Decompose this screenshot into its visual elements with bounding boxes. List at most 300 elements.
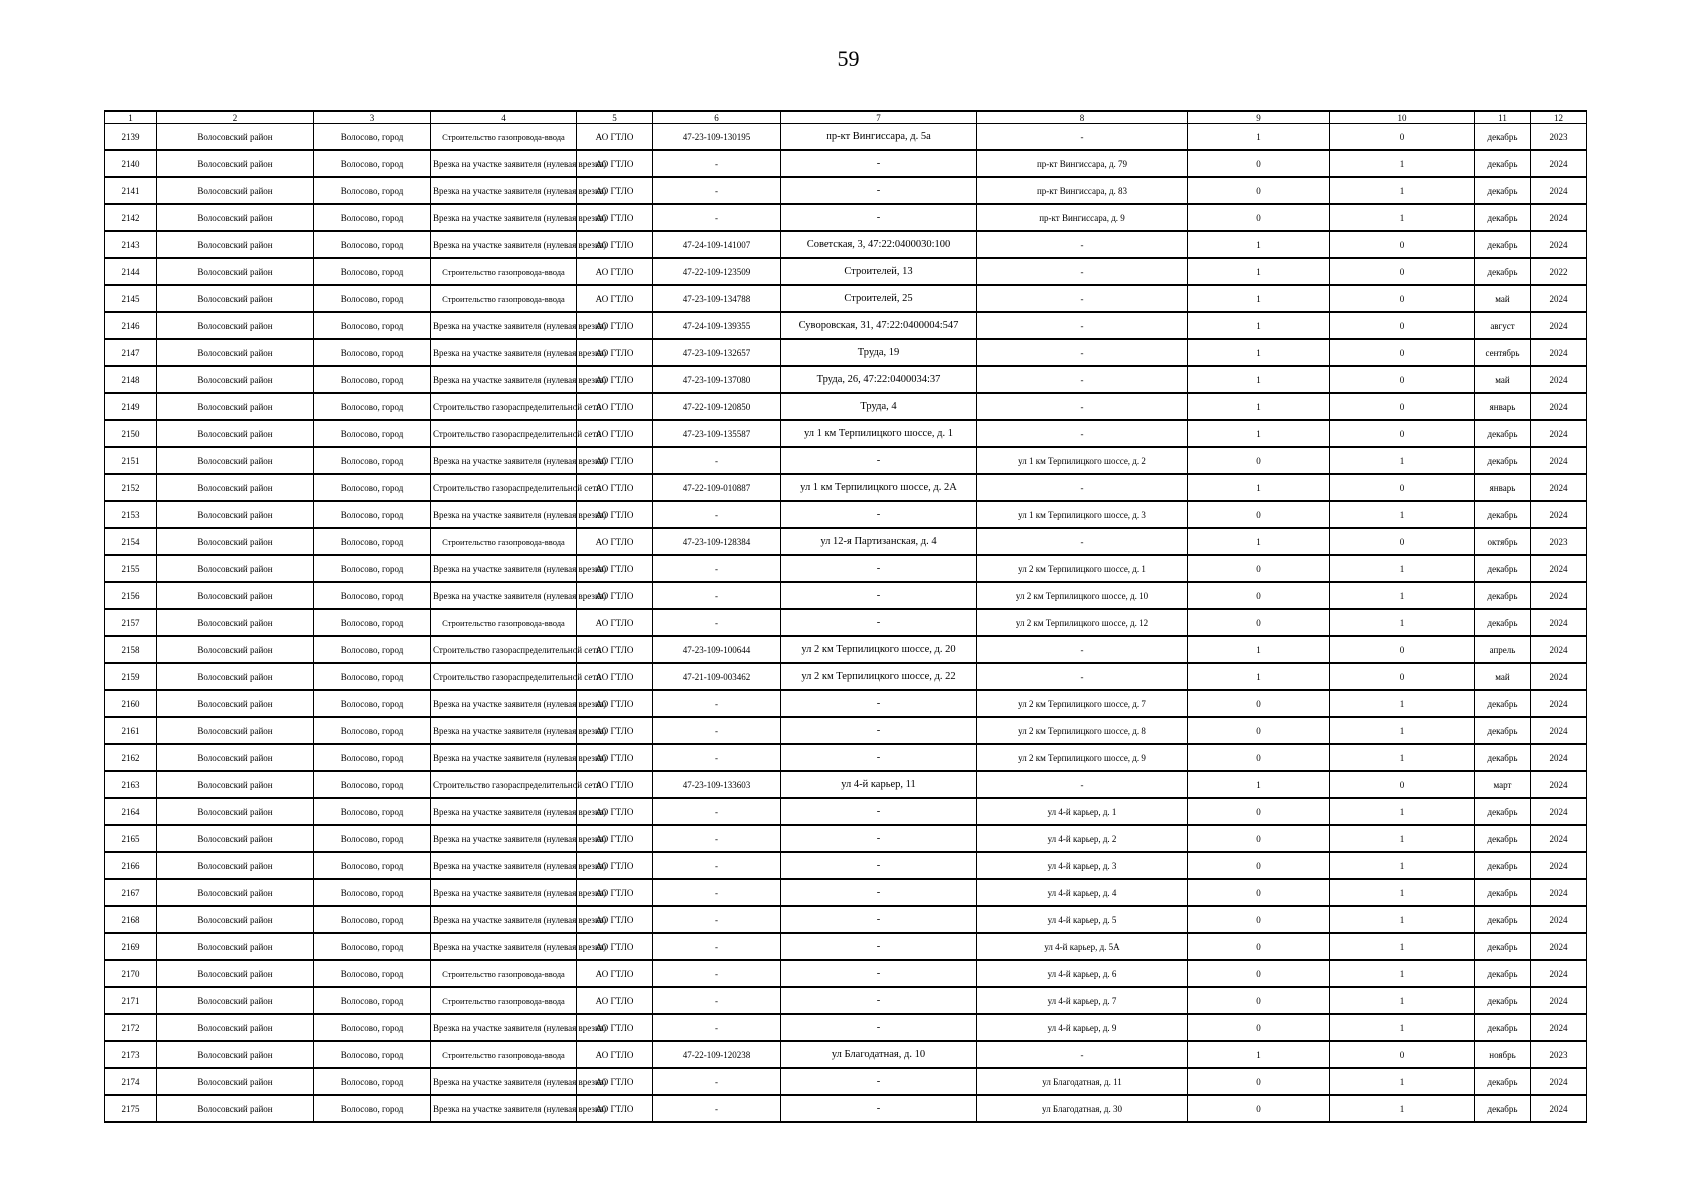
cell-address-planned: - — [977, 663, 1188, 690]
cell-application-number: - — [653, 933, 781, 960]
cell-address-existing: ул 2 км Терпилицкого шоссе, д. 20 — [781, 636, 977, 663]
table-row — [105, 447, 1587, 474]
cell-row-number: 2147 — [105, 339, 157, 366]
cell-count-a: 0 — [1188, 879, 1330, 906]
cell-row-number: 2170 — [105, 960, 157, 987]
cell-year: 2024 — [1531, 1014, 1587, 1041]
cell-year: 2024 — [1531, 1068, 1587, 1095]
cell-organization: АО ГТЛО — [577, 177, 653, 204]
cell-organization: АО ГТЛО — [577, 771, 653, 798]
column-header-1: 1 — [105, 111, 157, 124]
cell-count-b: 1 — [1330, 879, 1475, 906]
cell-row-number: 2171 — [105, 987, 157, 1014]
cell-count-a: 1 — [1188, 231, 1330, 258]
cell-count-b: 0 — [1330, 231, 1475, 258]
table-row — [105, 555, 1587, 582]
cell-address-existing: - — [781, 798, 977, 825]
cell-work-type: Врезка на участке заявителя (нулевая врезка) — [431, 555, 577, 582]
cell-count-a: 0 — [1188, 1014, 1330, 1041]
cell-count-a: 0 — [1188, 150, 1330, 177]
cell-application-number: - — [653, 852, 781, 879]
cell-year: 2024 — [1531, 825, 1587, 852]
cell-application-number: 47-22-109-120238 — [653, 1041, 781, 1068]
table-row — [105, 717, 1587, 744]
cell-address-planned: ул Благодатная, д. 30 — [977, 1095, 1188, 1122]
cell-organization: АО ГТЛО — [577, 582, 653, 609]
cell-year: 2024 — [1531, 474, 1587, 501]
cell-locality: Волосово, город — [314, 879, 431, 906]
cell-application-number: 47-22-109-120850 — [653, 393, 781, 420]
cell-address-existing: Труда, 19 — [781, 339, 977, 366]
cell-district: Волосовский район — [157, 124, 314, 151]
cell-locality: Волосово, город — [314, 690, 431, 717]
table-header-row — [105, 111, 1587, 124]
cell-application-number: - — [653, 825, 781, 852]
cell-work-type: Врезка на участке заявителя (нулевая врезка) — [431, 231, 577, 258]
cell-address-existing: ул 1 км Терпилицкого шоссе, д. 2А — [781, 474, 977, 501]
cell-month: декабрь — [1475, 717, 1531, 744]
cell-month: декабрь — [1475, 582, 1531, 609]
cell-address-existing: - — [781, 447, 977, 474]
cell-district: Волосовский район — [157, 1095, 314, 1122]
cell-row-number: 2148 — [105, 366, 157, 393]
cell-work-type: Строительство газораспределительной сети — [431, 636, 577, 663]
cell-address-planned: - — [977, 285, 1188, 312]
cell-locality: Волосово, город — [314, 744, 431, 771]
cell-year: 2024 — [1531, 906, 1587, 933]
table-row — [105, 879, 1587, 906]
table-row — [105, 771, 1587, 798]
cell-district: Волосовский район — [157, 771, 314, 798]
cell-count-b: 0 — [1330, 339, 1475, 366]
cell-address-planned: - — [977, 771, 1188, 798]
cell-locality: Волосово, город — [314, 663, 431, 690]
table-body — [105, 124, 1587, 1123]
cell-address-planned: ул 2 км Терпилицкого шоссе, д. 8 — [977, 717, 1188, 744]
table-row — [105, 366, 1587, 393]
cell-year: 2024 — [1531, 987, 1587, 1014]
cell-work-type: Врезка на участке заявителя (нулевая врезка) — [431, 933, 577, 960]
cell-count-b: 0 — [1330, 528, 1475, 555]
cell-count-a: 0 — [1188, 933, 1330, 960]
cell-district: Волосовский район — [157, 150, 314, 177]
cell-district: Волосовский район — [157, 825, 314, 852]
cell-month: декабрь — [1475, 124, 1531, 151]
cell-application-number: - — [653, 798, 781, 825]
cell-count-a: 1 — [1188, 420, 1330, 447]
cell-year: 2023 — [1531, 1041, 1587, 1068]
cell-row-number: 2151 — [105, 447, 157, 474]
cell-district: Волосовский район — [157, 690, 314, 717]
cell-locality: Волосово, город — [314, 1068, 431, 1095]
cell-address-planned: ул 4-й карьер, д. 3 — [977, 852, 1188, 879]
cell-month: декабрь — [1475, 447, 1531, 474]
cell-district: Волосовский район — [157, 393, 314, 420]
cell-address-planned: ул 1 км Терпилицкого шоссе, д. 2 — [977, 447, 1188, 474]
cell-work-type: Строительство газопровода-ввода — [431, 1041, 577, 1068]
table-row — [105, 285, 1587, 312]
cell-count-a: 0 — [1188, 501, 1330, 528]
cell-work-type: Врезка на участке заявителя (нулевая врезка) — [431, 177, 577, 204]
cell-month: ноябрь — [1475, 1041, 1531, 1068]
cell-address-existing: - — [781, 150, 977, 177]
cell-row-number: 2159 — [105, 663, 157, 690]
cell-year: 2024 — [1531, 177, 1587, 204]
cell-month: май — [1475, 285, 1531, 312]
cell-application-number: 47-23-109-137080 — [653, 366, 781, 393]
cell-district: Волосовский район — [157, 717, 314, 744]
table-row — [105, 1068, 1587, 1095]
cell-locality: Волосово, город — [314, 1014, 431, 1041]
cell-count-b: 1 — [1330, 609, 1475, 636]
cell-address-planned: ул 2 км Терпилицкого шоссе, д. 7 — [977, 690, 1188, 717]
cell-row-number: 2153 — [105, 501, 157, 528]
cell-work-type: Врезка на участке заявителя (нулевая врезка) — [431, 906, 577, 933]
cell-year: 2024 — [1531, 366, 1587, 393]
cell-district: Волосовский район — [157, 474, 314, 501]
cell-address-existing: Советская, 3, 47:22:0400030:100 — [781, 231, 977, 258]
cell-month: май — [1475, 366, 1531, 393]
cell-locality: Волосово, город — [314, 1041, 431, 1068]
cell-row-number: 2143 — [105, 231, 157, 258]
cell-address-existing: - — [781, 879, 977, 906]
cell-address-existing: - — [781, 177, 977, 204]
cell-organization: АО ГТЛО — [577, 204, 653, 231]
cell-count-b: 1 — [1330, 987, 1475, 1014]
cell-month: март — [1475, 771, 1531, 798]
cell-year: 2024 — [1531, 231, 1587, 258]
cell-address-planned: ул 2 км Терпилицкого шоссе, д. 1 — [977, 555, 1188, 582]
column-header-12: 12 — [1531, 111, 1587, 124]
cell-count-a: 0 — [1188, 555, 1330, 582]
cell-work-type: Врезка на участке заявителя (нулевая врезка) — [431, 582, 577, 609]
cell-row-number: 2145 — [105, 285, 157, 312]
cell-organization: АО ГТЛО — [577, 1068, 653, 1095]
column-header-5: 5 — [577, 111, 653, 124]
cell-month: декабрь — [1475, 150, 1531, 177]
table-row — [105, 744, 1587, 771]
cell-application-number: 47-24-109-141007 — [653, 231, 781, 258]
cell-application-number: - — [653, 744, 781, 771]
cell-row-number: 2163 — [105, 771, 157, 798]
column-header-8: 8 — [977, 111, 1188, 124]
cell-count-a: 0 — [1188, 204, 1330, 231]
cell-count-a: 0 — [1188, 447, 1330, 474]
cell-application-number: - — [653, 690, 781, 717]
cell-count-b: 0 — [1330, 366, 1475, 393]
cell-count-a: 1 — [1188, 285, 1330, 312]
cell-count-b: 0 — [1330, 474, 1475, 501]
column-header-2: 2 — [157, 111, 314, 124]
cell-district: Волосовский район — [157, 555, 314, 582]
cell-year: 2024 — [1531, 798, 1587, 825]
cell-year: 2024 — [1531, 960, 1587, 987]
cell-address-planned: ул 4-й карьер, д. 5А — [977, 933, 1188, 960]
cell-district: Волосовский район — [157, 177, 314, 204]
cell-year: 2024 — [1531, 852, 1587, 879]
cell-district: Волосовский район — [157, 744, 314, 771]
cell-work-type: Строительство газопровода-ввода — [431, 258, 577, 285]
cell-address-existing: - — [781, 501, 977, 528]
cell-month: декабрь — [1475, 987, 1531, 1014]
cell-row-number: 2150 — [105, 420, 157, 447]
cell-count-a: 0 — [1188, 987, 1330, 1014]
cell-year: 2024 — [1531, 879, 1587, 906]
cell-count-a: 0 — [1188, 960, 1330, 987]
cell-address-existing: - — [781, 690, 977, 717]
cell-organization: АО ГТЛО — [577, 501, 653, 528]
cell-organization: АО ГТЛО — [577, 231, 653, 258]
cell-count-a: 0 — [1188, 825, 1330, 852]
cell-organization: АО ГТЛО — [577, 1014, 653, 1041]
cell-address-existing: - — [781, 987, 977, 1014]
cell-address-planned: пр-кт Вингиссара, д. 83 — [977, 177, 1188, 204]
cell-count-a: 0 — [1188, 798, 1330, 825]
table-row — [105, 1014, 1587, 1041]
cell-address-existing: - — [781, 717, 977, 744]
cell-row-number: 2161 — [105, 717, 157, 744]
cell-address-planned: - — [977, 393, 1188, 420]
table-row — [105, 798, 1587, 825]
cell-month: декабрь — [1475, 555, 1531, 582]
cell-work-type: Строительство газораспределительной сети — [431, 663, 577, 690]
table-row — [105, 150, 1587, 177]
cell-address-planned: ул 1 км Терпилицкого шоссе, д. 3 — [977, 501, 1188, 528]
cell-count-b: 1 — [1330, 825, 1475, 852]
cell-district: Волосовский район — [157, 582, 314, 609]
cell-year: 2024 — [1531, 393, 1587, 420]
column-header-9: 9 — [1188, 111, 1330, 124]
cell-locality: Волосово, город — [314, 150, 431, 177]
cell-count-b: 1 — [1330, 798, 1475, 825]
cell-application-number: 47-23-109-133603 — [653, 771, 781, 798]
cell-count-b: 0 — [1330, 285, 1475, 312]
cell-organization: АО ГТЛО — [577, 555, 653, 582]
cell-year: 2024 — [1531, 312, 1587, 339]
cell-locality: Волосово, город — [314, 609, 431, 636]
cell-application-number: 47-23-109-134788 — [653, 285, 781, 312]
cell-address-existing: Труда, 4 — [781, 393, 977, 420]
cell-application-number: 47-23-109-128384 — [653, 528, 781, 555]
cell-address-planned: ул 2 км Терпилицкого шоссе, д. 12 — [977, 609, 1188, 636]
cell-count-a: 0 — [1188, 177, 1330, 204]
cell-count-b: 1 — [1330, 1068, 1475, 1095]
cell-district: Волосовский район — [157, 1014, 314, 1041]
cell-address-existing: - — [781, 1095, 977, 1122]
cell-application-number: - — [653, 150, 781, 177]
cell-month: май — [1475, 663, 1531, 690]
cell-year: 2024 — [1531, 744, 1587, 771]
cell-organization: АО ГТЛО — [577, 933, 653, 960]
cell-count-a: 0 — [1188, 744, 1330, 771]
cell-address-existing: - — [781, 960, 977, 987]
cell-address-planned: - — [977, 366, 1188, 393]
cell-work-type: Строительство газораспределительной сети — [431, 771, 577, 798]
cell-month: декабрь — [1475, 1014, 1531, 1041]
cell-application-number: - — [653, 717, 781, 744]
cell-month: декабрь — [1475, 609, 1531, 636]
table-row — [105, 339, 1587, 366]
cell-count-b: 1 — [1330, 501, 1475, 528]
cell-address-existing: - — [781, 852, 977, 879]
column-header-11: 11 — [1475, 111, 1531, 124]
cell-organization: АО ГТЛО — [577, 258, 653, 285]
cell-count-b: 1 — [1330, 717, 1475, 744]
cell-year: 2024 — [1531, 339, 1587, 366]
table-row — [105, 124, 1587, 151]
cell-locality: Волосово, город — [314, 933, 431, 960]
cell-month: декабрь — [1475, 1068, 1531, 1095]
cell-address-existing: пр-кт Вингиссара, д. 5а — [781, 124, 977, 151]
cell-locality: Волосово, город — [314, 285, 431, 312]
table-row — [105, 420, 1587, 447]
cell-work-type: Врезка на участке заявителя (нулевая врезка) — [431, 1068, 577, 1095]
cell-address-planned: ул 4-й карьер, д. 2 — [977, 825, 1188, 852]
cell-organization: АО ГТЛО — [577, 124, 653, 151]
cell-year: 2024 — [1531, 447, 1587, 474]
cell-count-a: 0 — [1188, 1095, 1330, 1122]
cell-row-number: 2142 — [105, 204, 157, 231]
cell-count-a: 0 — [1188, 609, 1330, 636]
cell-row-number: 2167 — [105, 879, 157, 906]
cell-row-number: 2168 — [105, 906, 157, 933]
table-row — [105, 177, 1587, 204]
cell-year: 2024 — [1531, 555, 1587, 582]
cell-locality: Волосово, город — [314, 312, 431, 339]
cell-address-planned: ул 4-й карьер, д. 5 — [977, 906, 1188, 933]
cell-work-type: Врезка на участке заявителя (нулевая врезка) — [431, 204, 577, 231]
cell-locality: Волосово, город — [314, 987, 431, 1014]
cell-count-a: 0 — [1188, 1068, 1330, 1095]
cell-address-planned: пр-кт Вингиссара, д. 9 — [977, 204, 1188, 231]
cell-count-a: 1 — [1188, 124, 1330, 151]
cell-work-type: Врезка на участке заявителя (нулевая врезка) — [431, 690, 577, 717]
cell-month: декабрь — [1475, 825, 1531, 852]
cell-district: Волосовский район — [157, 339, 314, 366]
cell-row-number: 2141 — [105, 177, 157, 204]
table-row — [105, 960, 1587, 987]
cell-organization: АО ГТЛО — [577, 528, 653, 555]
cell-application-number: 47-21-109-003462 — [653, 663, 781, 690]
cell-address-planned: - — [977, 258, 1188, 285]
cell-application-number: - — [653, 501, 781, 528]
cell-district: Волосовский район — [157, 933, 314, 960]
cell-address-existing: - — [781, 204, 977, 231]
cell-address-existing: - — [781, 1068, 977, 1095]
table-row — [105, 825, 1587, 852]
cell-month: декабрь — [1475, 501, 1531, 528]
table-row — [105, 636, 1587, 663]
cell-month: декабрь — [1475, 798, 1531, 825]
cell-application-number: - — [653, 582, 781, 609]
cell-organization: АО ГТЛО — [577, 447, 653, 474]
cell-year: 2024 — [1531, 771, 1587, 798]
cell-year: 2022 — [1531, 258, 1587, 285]
cell-organization: АО ГТЛО — [577, 1095, 653, 1122]
cell-address-existing: - — [781, 744, 977, 771]
cell-work-type: Строительство газопровода-ввода — [431, 987, 577, 1014]
cell-work-type: Врезка на участке заявителя (нулевая врезка) — [431, 339, 577, 366]
cell-row-number: 2169 — [105, 933, 157, 960]
table-row — [105, 663, 1587, 690]
cell-locality: Волосово, город — [314, 582, 431, 609]
cell-year: 2024 — [1531, 609, 1587, 636]
cell-district: Волосовский район — [157, 366, 314, 393]
cell-locality: Волосово, город — [314, 1095, 431, 1122]
cell-count-b: 1 — [1330, 690, 1475, 717]
cell-work-type: Врезка на участке заявителя (нулевая врезка) — [431, 366, 577, 393]
cell-work-type: Строительство газопровода-ввода — [431, 960, 577, 987]
cell-locality: Волосово, город — [314, 393, 431, 420]
cell-district: Волосовский район — [157, 1068, 314, 1095]
cell-district: Волосовский район — [157, 420, 314, 447]
cell-address-planned: - — [977, 1041, 1188, 1068]
cell-organization: АО ГТЛО — [577, 339, 653, 366]
cell-count-a: 1 — [1188, 1041, 1330, 1068]
cell-address-planned: - — [977, 231, 1188, 258]
cell-month: декабрь — [1475, 1095, 1531, 1122]
cell-count-b: 1 — [1330, 555, 1475, 582]
cell-count-b: 1 — [1330, 150, 1475, 177]
cell-month: октябрь — [1475, 528, 1531, 555]
cell-organization: АО ГТЛО — [577, 474, 653, 501]
cell-work-type: Строительство газопровода-ввода — [431, 285, 577, 312]
cell-row-number: 2146 — [105, 312, 157, 339]
cell-locality: Волосово, город — [314, 474, 431, 501]
cell-district: Волосовский район — [157, 852, 314, 879]
cell-locality: Волосово, город — [314, 447, 431, 474]
cell-row-number: 2164 — [105, 798, 157, 825]
cell-application-number: - — [653, 447, 781, 474]
cell-organization: АО ГТЛО — [577, 879, 653, 906]
cell-year: 2023 — [1531, 124, 1587, 151]
cell-count-b: 0 — [1330, 420, 1475, 447]
cell-row-number: 2140 — [105, 150, 157, 177]
cell-month: декабрь — [1475, 177, 1531, 204]
table-row — [105, 906, 1587, 933]
cell-row-number: 2152 — [105, 474, 157, 501]
cell-count-b: 0 — [1330, 124, 1475, 151]
cell-month: декабрь — [1475, 744, 1531, 771]
cell-locality: Волосово, город — [314, 366, 431, 393]
cell-count-a: 1 — [1188, 393, 1330, 420]
cell-district: Волосовский район — [157, 906, 314, 933]
cell-address-planned: пр-кт Вингиссара, д. 79 — [977, 150, 1188, 177]
cell-count-b: 1 — [1330, 1095, 1475, 1122]
cell-month: декабрь — [1475, 906, 1531, 933]
table-row — [105, 609, 1587, 636]
cell-count-b: 0 — [1330, 393, 1475, 420]
table-row — [105, 204, 1587, 231]
cell-address-existing: ул Благодатная, д. 10 — [781, 1041, 977, 1068]
cell-row-number: 2174 — [105, 1068, 157, 1095]
cell-address-existing: - — [781, 825, 977, 852]
cell-year: 2024 — [1531, 690, 1587, 717]
cell-month: декабрь — [1475, 852, 1531, 879]
cell-organization: АО ГТЛО — [577, 393, 653, 420]
cell-month: январь — [1475, 474, 1531, 501]
table-row — [105, 1041, 1587, 1068]
cell-row-number: 2144 — [105, 258, 157, 285]
cell-work-type: Врезка на участке заявителя (нулевая врезка) — [431, 312, 577, 339]
cell-count-b: 1 — [1330, 177, 1475, 204]
cell-address-existing: ул 2 км Терпилицкого шоссе, д. 22 — [781, 663, 977, 690]
cell-address-existing: - — [781, 555, 977, 582]
table-row — [105, 258, 1587, 285]
data-table — [104, 110, 1587, 1123]
cell-month: декабрь — [1475, 960, 1531, 987]
cell-address-existing: Строителей, 13 — [781, 258, 977, 285]
